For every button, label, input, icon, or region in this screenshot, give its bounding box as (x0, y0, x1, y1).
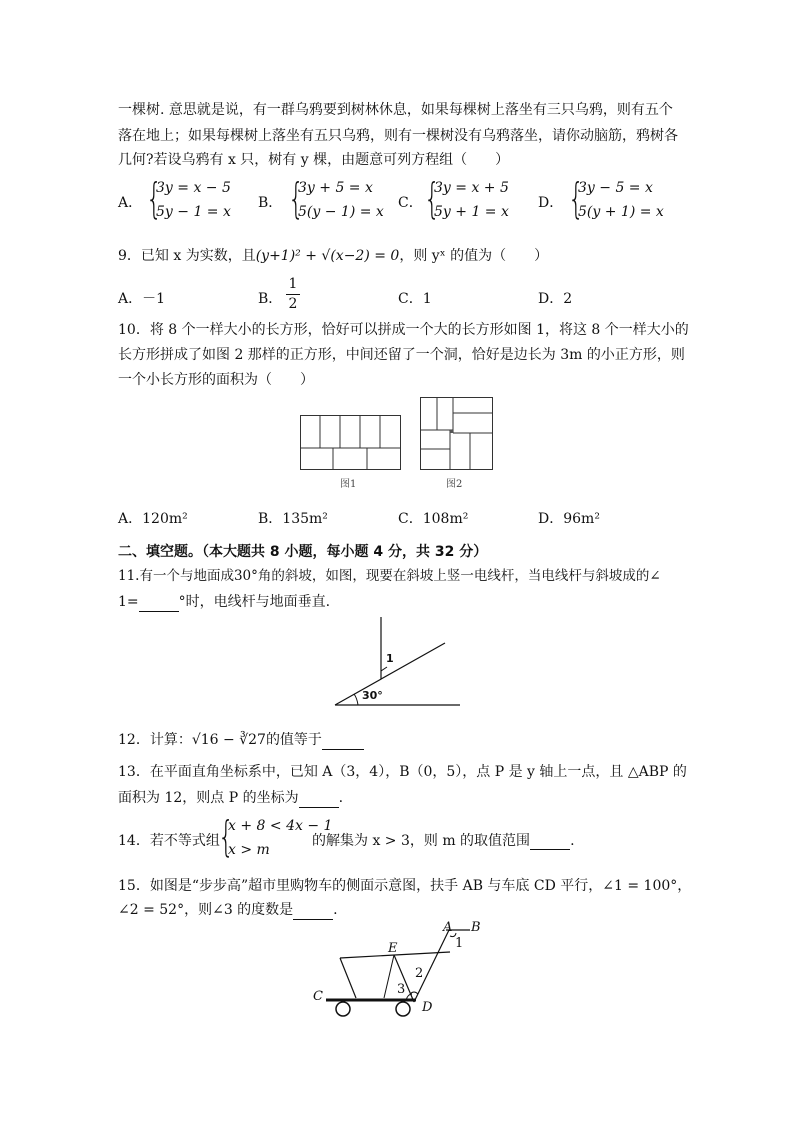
q9-option-c: C．1 (398, 291, 432, 307)
q8-option-d-eq1: 3y − 5 = x (578, 180, 653, 196)
q9-option-b-num: 1 (288, 276, 298, 292)
q15-label-e: E (388, 941, 398, 956)
q8-option-a-eq2: 5y − 1 = x (156, 204, 231, 220)
q15-label-a: A (443, 920, 453, 935)
q8-option-a-eq1: 3y = x − 5 (156, 180, 231, 196)
q12-expr: √16 − ∛27 (191, 732, 266, 748)
q14-eq2: x > m (228, 842, 270, 858)
q11-blank[interactable] (139, 611, 179, 612)
q11-figure (330, 615, 470, 710)
q15-label-angle1: 1 (455, 936, 464, 951)
q10-option-a: A．120m² (118, 511, 188, 527)
q9-stem (118, 246, 548, 266)
q10-line2: 长方形拼成了如图 2 那样的正方形，中间还留了一个洞，恰好是边长为 3m 的小正方形，则 (118, 347, 685, 363)
q8-option-a-brace: { (146, 174, 163, 223)
q10-option-d: D．96m² (538, 511, 600, 527)
q15-label-angle2: 2 (415, 966, 424, 981)
q9-fraction-bar (286, 294, 300, 295)
q8-option-d-brace: { (568, 174, 585, 223)
q12-blank[interactable] (322, 749, 364, 750)
q8-option-c-label: C． (398, 195, 423, 211)
q15-line2: ∠2 = 52°，则∠3 的度数是 . (118, 902, 338, 918)
q15-label-b: B (471, 920, 481, 935)
q13-line1: 13．在平面直角坐标系中，已知 A（3，4），B（0，5），点 P 是 y 轴上一点，且 △ABP 的 (118, 764, 687, 780)
q8-option-b-label: B． (258, 195, 283, 211)
q9-stem-suffix: ，则 yˣ 的值为（ ） (399, 248, 549, 264)
q9-option-b-label: B． (258, 291, 283, 307)
q13-line2: 面积为 12，则点 P 的坐标为 . (118, 790, 344, 806)
q14-blank[interactable] (530, 849, 570, 850)
q11-line2: 1= °时，电线杆与地面垂直. (118, 594, 331, 610)
q11-angle30-label: 30° (362, 689, 383, 702)
q8-option-b-eq1: 3y + 5 = x (298, 180, 373, 196)
q10-figure1 (300, 415, 402, 471)
q9-expr: (y+1)² + √(x−2) = 0 (255, 248, 400, 264)
q11-angle1-label: 1 (386, 652, 394, 665)
q13-blank[interactable] (299, 807, 339, 808)
q10-figure2-caption: 图2 (446, 479, 463, 490)
q15-label-d: D (422, 1000, 433, 1015)
q8-option-c-eq2: 5y + 1 = x (434, 204, 509, 220)
q15-figure (310, 920, 490, 1020)
q8-option-a-label: A． (118, 195, 143, 211)
q8-option-d-label: D． (538, 195, 564, 211)
q14-prefix: 14．若不等式组 (118, 833, 220, 849)
q14-rest: 的解集为 x > 3，则 m 的取值范围 . (312, 833, 575, 849)
q10-figure1-caption: 图1 (340, 479, 357, 490)
q15-label-c: C (313, 989, 323, 1004)
q9-stem-prefix: 9．已知 x 为实数，且 (118, 248, 256, 264)
q9-option-b-den: 2 (288, 296, 298, 312)
q14-eq1: x + 8 < 4x − 1 (228, 818, 333, 834)
q8-option-b-eq2: 5(y − 1) = x (298, 204, 384, 220)
q8-line2: 落在地上；如果每棵树上落坐有五只乌鸦，则有一棵树没有乌鸦落坐，请你动脑筋，鸦树各 (118, 128, 678, 144)
q8-option-b-brace: { (288, 174, 305, 223)
q10-line3: 一个小长方形的面积为（ ） (118, 372, 314, 388)
q8-line1: 一棵树. 意思就是说，有一群乌鸦要到树林休息，如果每棵树上落坐有三只乌鸦，则有五个 (118, 102, 673, 118)
q15-label-angle3: 3 (397, 982, 406, 997)
q10-figure2 (420, 397, 494, 471)
q10-line1: 10．将 8 个一样大小的长方形，恰好可以拼成一个大的长方形如图 1，将这 8 个一样大小的 (118, 322, 689, 338)
q14-brace: { (218, 812, 235, 861)
q9-option-d: D．2 (538, 291, 573, 307)
q8-option-c-brace: { (424, 174, 441, 223)
q8-option-c-eq1: 3y = x + 5 (434, 180, 509, 196)
q12-line: 12．计算：√16 − ∛27的值等于 (118, 730, 364, 750)
q9-option-a: A．－1 (118, 291, 166, 307)
q15-line1: 15．如图是“步步高”超市里购物车的侧面示意图，扶手 AB 与车底 CD 平行，∠1 = 100°， (118, 878, 692, 894)
q11-line1: 11.有一个与地面成30°角的斜坡，如图，现要在斜坡上竖一电线杆，当电线杆与斜坡成的∠ (118, 568, 661, 584)
q8-option-d-eq2: 5(y + 1) = x (578, 204, 664, 220)
q8-line3: 几何?若设乌鸦有 x 只，树有 y 棵，由题意可列方程组（ ） (118, 152, 510, 168)
q10-option-c: C．108m² (398, 511, 469, 527)
section2-title: 二、填空题。（本大题共 8 小题，每小题 4 分，共 32 分） (118, 544, 488, 560)
q10-option-b: B．135m² (258, 511, 328, 527)
